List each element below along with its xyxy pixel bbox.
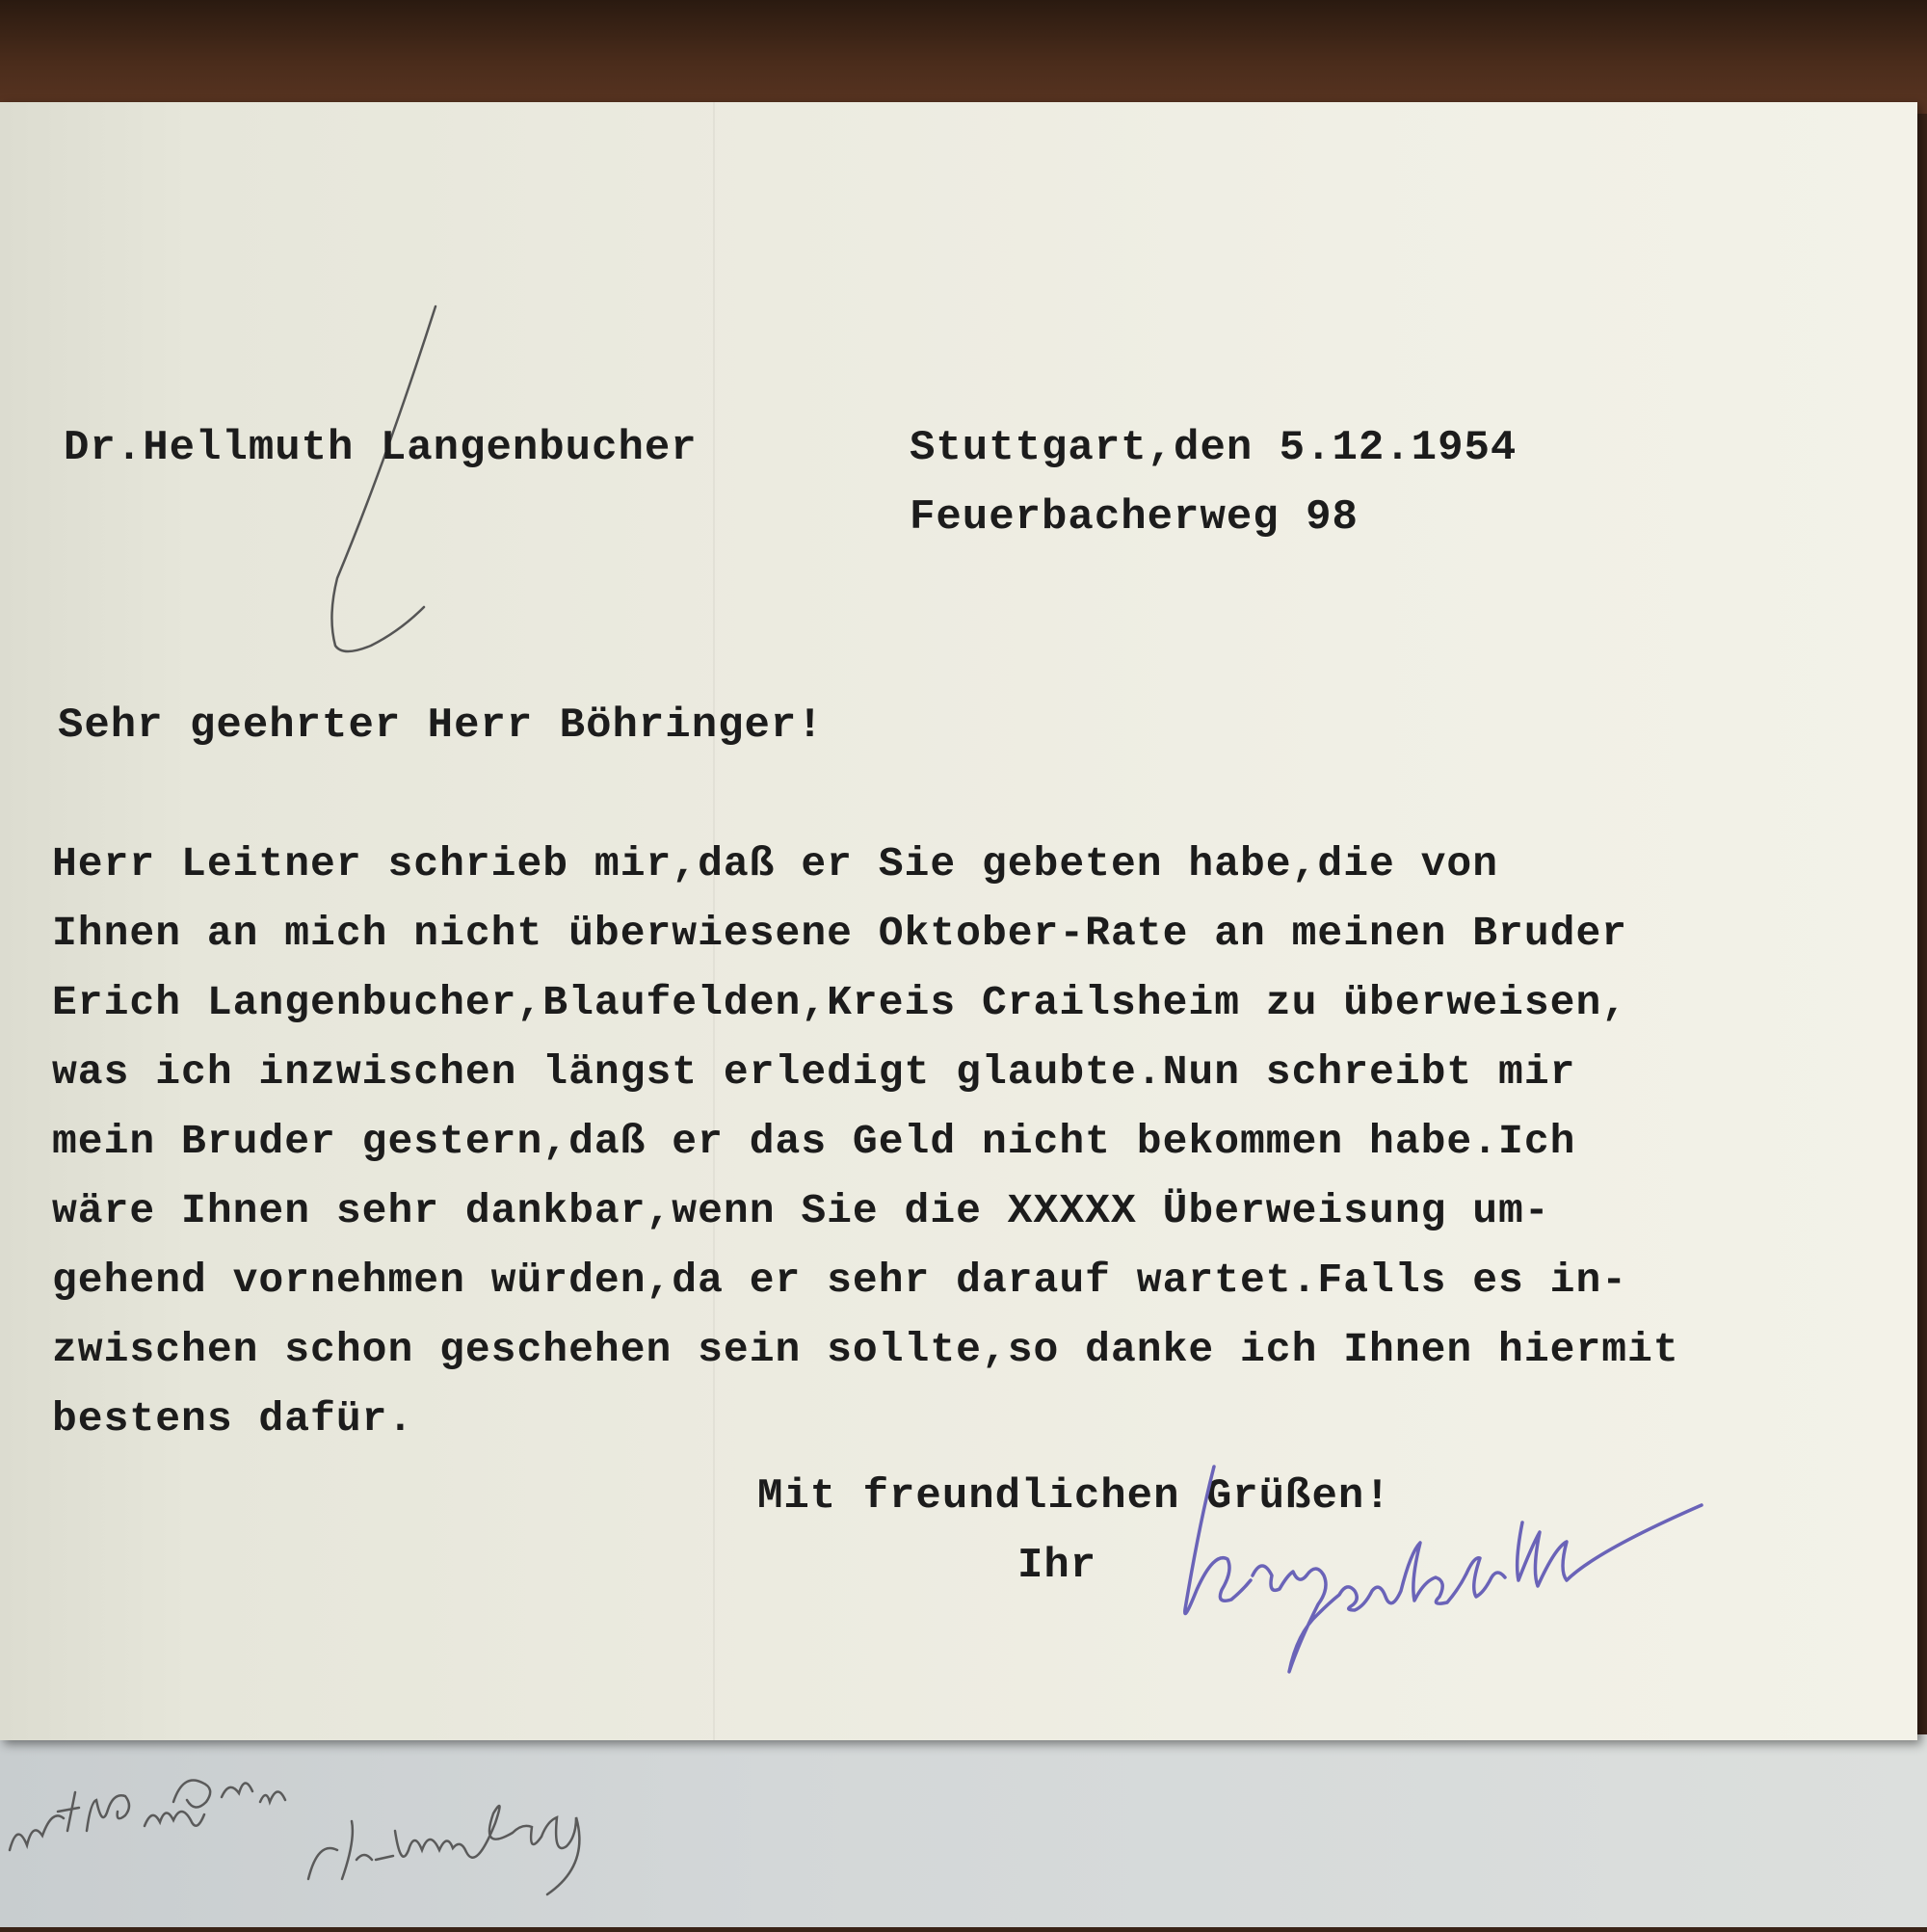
pencil-mark-drawing — [318, 289, 453, 675]
body-line: zwischen schon geschehen sein sollte,so danke ich Ihnen hiermit — [52, 1326, 1679, 1373]
body-line: Ihnen an mich nicht überwiesene Oktober-Rate an meinen Bruder — [52, 910, 1628, 957]
underlying-sheet — [0, 1734, 1927, 1927]
place-date: Stuttgart,den 5.12.1954 — [910, 424, 1518, 472]
body-line: Erich Langenbucher,Blaufelden,Kreis Crailsheim zu überweisen, — [52, 979, 1628, 1026]
closing-ihr: Ihr — [1017, 1542, 1097, 1590]
sender-address: Feuerbacherweg 98 — [910, 493, 1359, 542]
signature-drawing — [1108, 1445, 1763, 1715]
body-line: was ich inzwischen längst erledigt glaubte.Nun schreibt mir — [52, 1048, 1576, 1096]
closing-greeting: Mit freundlichen Grüßen! — [757, 1472, 1391, 1521]
body-line: mein Bruder gestern,daß er das Geld nicht bekommen habe.Ich — [52, 1118, 1576, 1165]
salutation: Sehr geehrter Herr Böhringer! — [58, 701, 824, 750]
body-line: wäre Ihnen sehr dankbar,wenn Sie die XXXXX Überweisung um- — [52, 1187, 1550, 1234]
body-line: Herr Leitner schrieb mir,daß er Sie gebeten habe,die von — [52, 840, 1499, 887]
wooden-table-background — [0, 0, 1927, 114]
body-line: gehend vornehmen würden,da er sehr darauf wartet.Falls es in- — [52, 1257, 1628, 1304]
body-line: bestens dafür. — [52, 1395, 414, 1442]
pencil-notes-drawing — [0, 1734, 1927, 1927]
sender-name: Dr.Hellmuth Langenbucher — [64, 424, 698, 472]
